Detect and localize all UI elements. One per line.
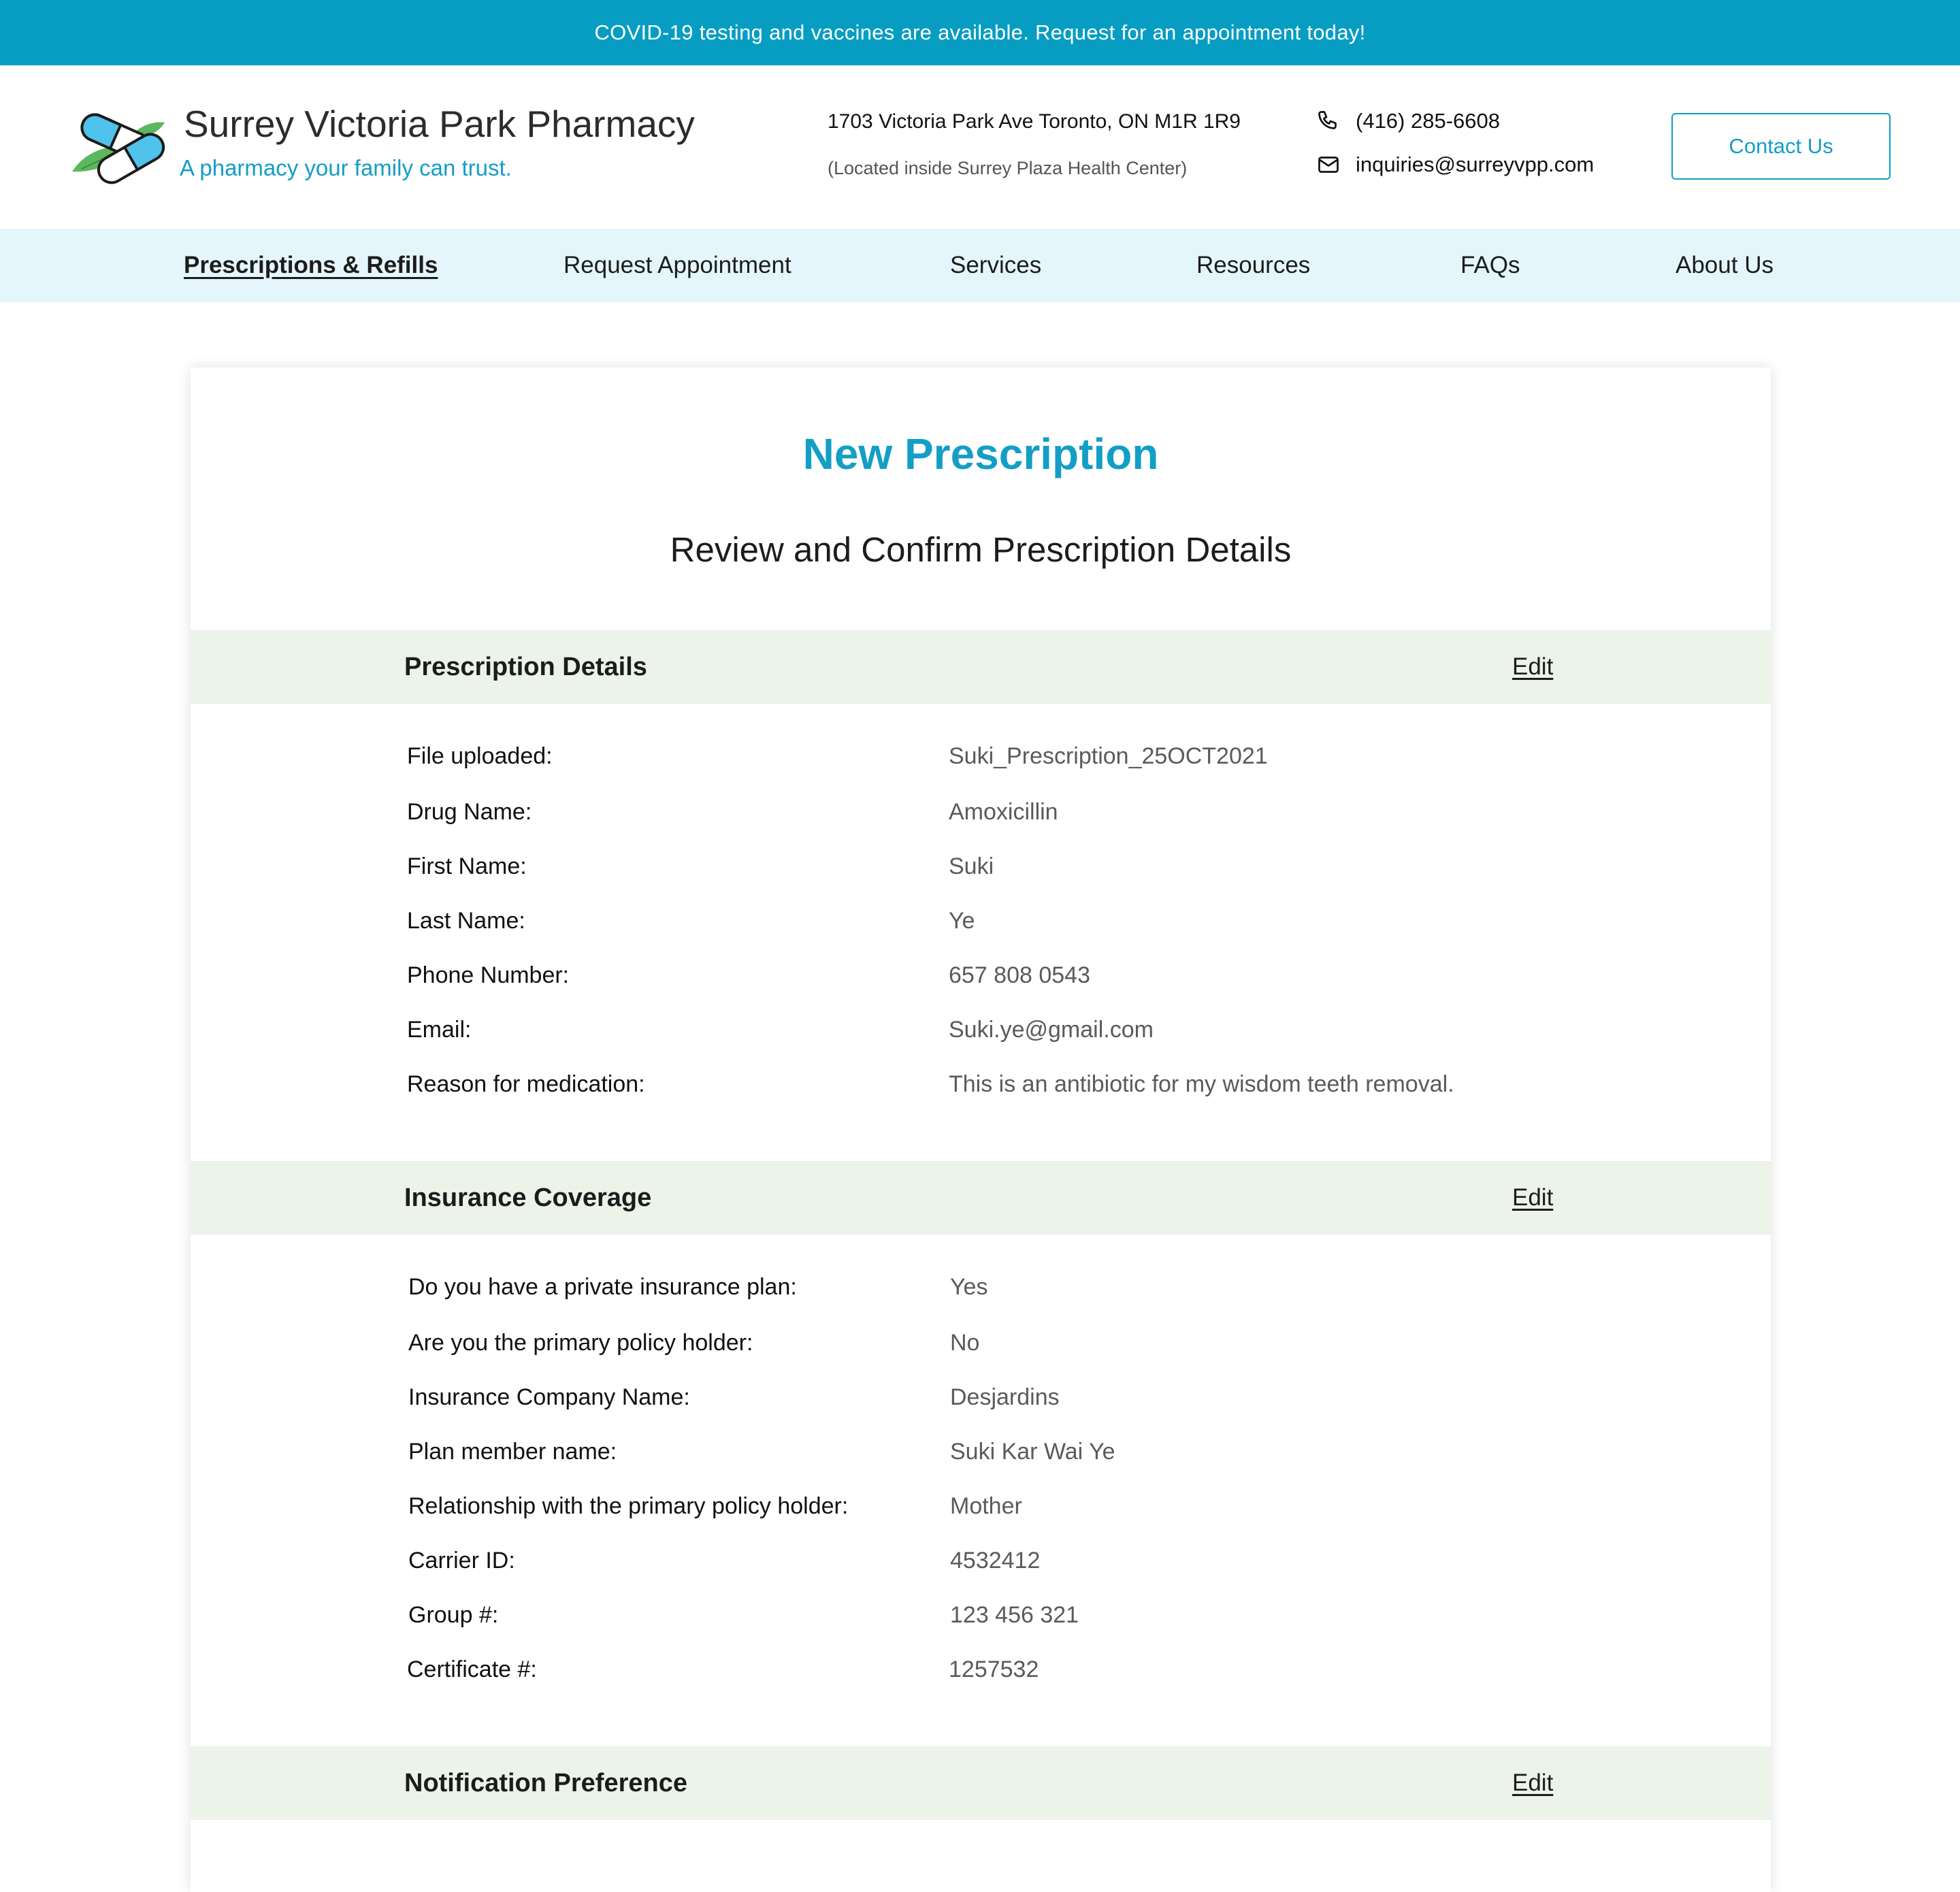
field-label: Group #: [408, 1602, 499, 1628]
store-address-note: (Located inside Surrey Plaza Health Center) [828, 158, 1188, 178]
field-row [191, 1657, 1771, 1697]
field-row [191, 1274, 1771, 1315]
announcement-banner [0, 0, 1960, 65]
section-header-notification-preference [191, 1746, 1771, 1820]
field-label: Carrier ID: [408, 1548, 515, 1573]
field-label: Phone Number: [407, 962, 570, 988]
field-value: Yes [950, 1274, 988, 1300]
pill-capsule-icon [68, 106, 177, 188]
nav-item-resources[interactable]: Resources [1196, 252, 1311, 278]
field-row [191, 908, 1771, 949]
phone-icon [1316, 109, 1341, 133]
section-title: Insurance Coverage [404, 1183, 652, 1212]
field-row [191, 962, 1771, 1003]
field-label: Email: [407, 1017, 472, 1043]
field-value: This is an antibiotic for my wisdom teeth removal. [949, 1071, 1454, 1097]
field-label: Relationship with the primary policy holder: [408, 1493, 849, 1519]
field-value: 1257532 [949, 1657, 1039, 1682]
contact-us-button[interactable]: Contact Us [1671, 113, 1891, 180]
nav-item-services[interactable]: Services [950, 252, 1042, 278]
nav-item-request-appointment[interactable]: Request Appointment [564, 252, 791, 278]
field-value: 657 808 0543 [949, 962, 1090, 988]
nav-item-prescriptions-refills[interactable]: Prescriptions & Refills [184, 252, 438, 278]
field-label: Insurance Company Name: [408, 1384, 690, 1410]
field-value: 4532412 [950, 1548, 1041, 1573]
field-value: Ye [949, 908, 975, 934]
pharmacy-logo[interactable] [68, 106, 177, 188]
field-label: First Name: [407, 853, 527, 879]
field-row [191, 1493, 1771, 1534]
edit-prescription-details-link[interactable]: Edit [1512, 653, 1554, 680]
field-value: Suki_Prescription_25OCT2021 [949, 743, 1268, 769]
section-header-prescription-details [191, 630, 1771, 704]
field-label: Drug Name: [407, 799, 532, 825]
review-card [191, 368, 1771, 1892]
field-value: Suki.ye@gmail.com [949, 1017, 1154, 1043]
field-row [191, 1017, 1771, 1058]
field-label: Do you have a private insurance plan: [408, 1274, 797, 1300]
email-address: inquiries@surreyvpp.com [1356, 152, 1595, 176]
field-row [191, 1548, 1771, 1588]
edit-notification-preference-link[interactable]: Edit [1512, 1769, 1554, 1796]
nav-item-about-us[interactable]: About Us [1676, 252, 1774, 278]
field-value: Suki Kar Wai Ye [950, 1439, 1115, 1465]
field-value: 123 456 321 [950, 1602, 1079, 1628]
section-title: Prescription Details [404, 652, 647, 681]
field-row [191, 853, 1771, 894]
field-label: Are you the primary policy holder: [408, 1330, 753, 1356]
field-row [191, 1330, 1771, 1371]
store-address: 1703 Victoria Park Ave Toronto, ON M1R 1R9 [828, 110, 1241, 133]
field-row [191, 743, 1771, 784]
field-row [191, 799, 1771, 840]
email-contact[interactable] [1316, 152, 1594, 177]
field-value: Desjardins [950, 1384, 1060, 1410]
phone-number: (416) 285-6608 [1356, 109, 1500, 133]
field-row [191, 1384, 1771, 1425]
brand-tagline: A pharmacy your family can trust. [180, 155, 512, 180]
field-label: Reason for medication: [407, 1071, 645, 1097]
brand-name[interactable]: Surrey Victoria Park Pharmacy [184, 103, 695, 145]
field-label: Certificate #: [407, 1657, 537, 1682]
page-subtitle: Review and Confirm Prescription Details [670, 530, 1292, 569]
banner-text: COVID-19 testing and vaccines are available. Request for an appointment today! [594, 20, 1366, 44]
field-value: No [950, 1330, 980, 1356]
main-nav [0, 229, 1960, 302]
field-value: Amoxicillin [949, 799, 1058, 825]
edit-insurance-coverage-link[interactable]: Edit [1512, 1184, 1554, 1211]
site-header [0, 65, 1960, 229]
field-label: Last Name: [407, 908, 525, 934]
field-label: Plan member name: [408, 1439, 617, 1465]
section-header-insurance-coverage [191, 1161, 1771, 1235]
nav-item-faqs[interactable]: FAQs [1460, 252, 1520, 278]
field-row [191, 1439, 1771, 1480]
section-title: Notification Preference [404, 1768, 687, 1797]
field-value: Suki [949, 853, 994, 879]
mail-icon [1316, 152, 1341, 177]
page-title: New Prescription [802, 429, 1159, 478]
field-label: File uploaded: [407, 743, 553, 769]
phone-contact[interactable] [1316, 109, 1500, 133]
field-row [191, 1071, 1771, 1112]
field-row [191, 1602, 1771, 1643]
field-value: Mother [950, 1493, 1022, 1519]
